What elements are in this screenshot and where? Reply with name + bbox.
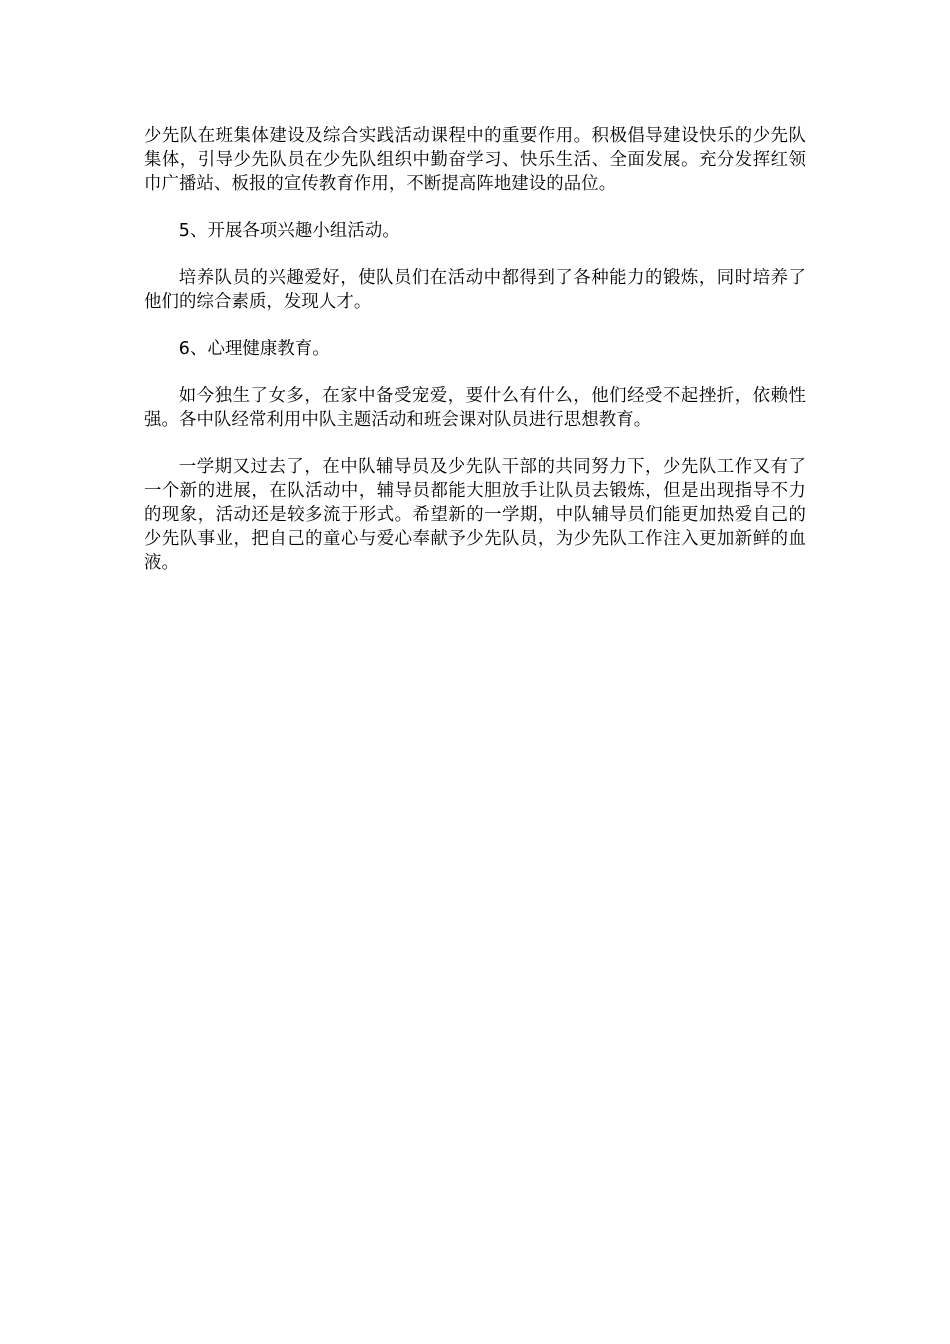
- paragraph-interest-groups: 培养队员的兴趣爱好，使队员们在活动中都得到了各种能力的锻炼，同时培养了他们的综合素质，发现人才。: [144, 268, 806, 312]
- heading-mental-health: 6、心理健康教育。: [178, 339, 330, 359]
- paragraph-summary: 一学期又过去了，在中队辅导员及少先队干部的共同努力下，少先队工作又有了一个新的进展，在队活动中，辅导员都能大胆放手让队员去锻炼，但是出现指导不力的现象，活动还是较多流于形式。希望新的一学期，中队辅导员们能更加热爱自己的少先队事业，把自己的童心与爱心奉献予少先队员，为少先队工作注入更加新鲜的血液。: [144, 457, 806, 573]
- heading-interest-groups: 5、开展各项兴趣小组活动。: [178, 221, 400, 241]
- paragraph-pioneer-role: 少先队在班集体建设及综合实践活动课程中的重要作用。积极倡导建设快乐的少先队集体，引导少先队员在少先队组织中勤奋学习、快乐生活、全面发展。充分发挥红领巾广播站、板报的宣传教育作用，不断提高阵地建设的品位。: [144, 126, 806, 194]
- document-body: [144, 124, 806, 598]
- paragraph-mental-health: 如今独生了女多，在家中备受宠爱，要什么有什么，他们经受不起挫折，依赖性强。各中队经常利用中队主题活动和班会课对队员进行思想教育。: [144, 386, 806, 430]
